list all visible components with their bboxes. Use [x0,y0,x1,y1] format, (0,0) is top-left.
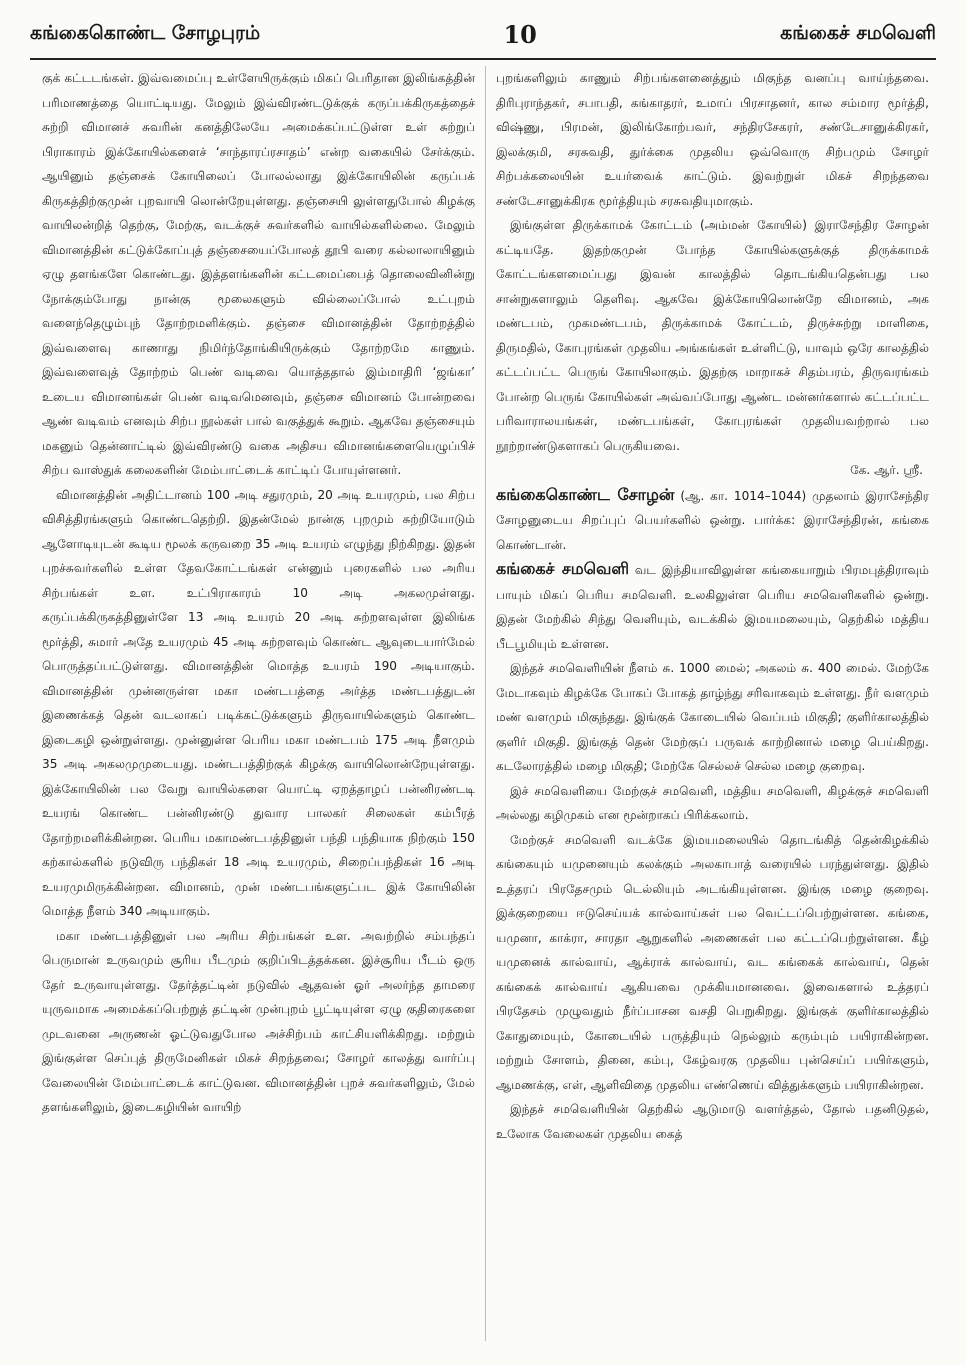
header-rule [30,58,936,60]
entry-heading: கங்கைச் சமவெளி [496,559,630,578]
entry-heading: கங்கைகொண்ட சோழன் [496,484,675,504]
plain-paragraph-3: இச் சமவெளியை மேற்குச் சமவெளி, மத்திய சமவெளி, கிழக்குச் சமவெளி அல்லது கழிமுகம் என மூன்றாகப் பிரிக்கலாம். [496,783,929,822]
page-number: 10 [503,19,537,49]
right-paragraph-1: புறங்களிலும் காணும் சிற்பங்களனைத்தும் மிகுந்த வனப்பு வாய்ந்தவை. திரிபுராந்தகர், சபாபதி, கங்காதரர், உமாப் பிரசாதனர், கால சம்மார மூர்த்தி, விஷ்ணு, பிரமன், இலிங்கோற்பவர், சந்திரசேகரர், சண்டேசானுக்கிரகர், இலக்குமி, சரசுவதி, துர்க்கை முதலிய ஒவ்வொரு சிற்பமும் சோழர் சிற்பக்கலையின் உயர்வைக் காட்டும். இவற்றுள் மிகச் சிறந்தவை சண்டேசானுக்கிரக மூர்த்தியும் சரசுவதியுமாகும். [496,71,929,208]
plain-paragraph-2: இந்தச் சமவெளியின் நீளம் சு. 1000 மைல்; அகலம் சு. 400 மைல். மேற்கே மேடாகவும் கிழக்கே போகப் போகத் தாழ்ந்து சரிவாகவும் உள்ளது. நீர் வளமும் மண் வளமும் மிகுந்தது. இங்குக் கோடையில் வெப்பம் மிகுதி; குளிர்காலத்தில் குளிர் மிகுதி. இங்குத் தென் மேற்குப் பருவக் காற்றினால் மழை பெய்கிறது. கடலோரத்தில் மழை மிகுதி; மேற்கே செல்லச் செல்ல மழை குறைவு. [496,661,929,773]
entry-body: வட இந்தியாவிலுள்ள கங்கையாறும் பிரமபுத்திராவும் பாயும் மிகப் பெரிய சமவெளி. உலகிலுள்ள பெரிய சமவெளிகளில் ஒன்று. இதன் மேற்கில் சிந்து வெளியும், வடக்கில் இமயமலையும், தெற்கில் மத்திய பீடபூமியும் உள்ளன. [496,563,929,651]
header-left-title: கங்கைகொண்ட சோழபுரம் [30,21,261,44]
author-signature: கே. ஆர். ஸ்ரீ. [850,463,923,477]
left-paragraph-2: விமானத்தின் அதிட்டானம் 100 அடி சதுரமும், 20 அடி உயரமும், பல சிற்ப விசித்திரங்களும் கொண்டதெற்றி. இதன்மேல் நான்கு புறமும் சுற்றியோடும் ஆளோடியுடன் கூடிய மூலக் கருவறை 35 அடி உயரம் எழுந்து நிற்கிறது. இதன் புறச்சுவர்களில் உள்ள தேவகோட்டங்கள் என்னும் புரைகளில் பல அரிய சிற்பங்கள் உள. உட்பிராகாரம் 10 அடி அகலமுள்ளது. கருப்பக்கிருகத்தினுள்ளே 13 அடி உயரம் 20 அடி சுற்றளவுள்ள இலிங்க மூர்த்தி, சுமார் அதே உயரமும் 45 அடி சுற்றளவும் கொண்ட ஆவுடையார்மேல் பொருத்தப்பட்டுள்ளது. விமானத்தின் மொத்த உயரம் 190 அடியாகும். விமானத்தின் முன்னருள்ள மகா மண்டபத்தை அர்த்த மண்டபத்துடன் இணைக்கத் தென் வடலாகப் படிக்கட்டுக்களும் திருவாயில்களும் கொண்ட இடைகழி ஒன்றுள்ளது. முன்னுள்ள பெரிய மகா மண்டபம் 175 அடி நீளமும் 35 அடி அகலமுமுடையது. மண்டபத்திற்குக் கிழக்கு வாயிலொன்றேயுள்ளது. இக்கோயிலின் பல வேறு வாயில்களை யொட்டி ஏறத்தாழப் பன்னிரண்டடி உயரங் கொண்ட பன்னிரண்டு துவார பாலகர் சிலைகள் கம்பீரத் தோற்றமளிக்கின்றன. பெரிய மகாமண்டபத்தினுள் பந்தி பந்தியாக நிற்கும் 150 கற்கால்களில் நடுவிரு பந்திகள் 18 அடி உயரமும், சிறைப்பந்திகள் 16 அடி உயரமுமிருக்கின்றன. விமானம், முன் மண்டபங்களுட்பட இக் கோயிலின் மொத்த நீளம் 340 அடியாகும். [42,487,475,918]
plain-paragraph-4: மேற்குச் சமவெளி வடக்கே இமயமலையில் தொடங்கித் தென்கிழக்கில் கங்கையும் யமுனையும் கலக்கும் அலகாபாத் வரையில் பரந்துள்ளது. இதில் உத்தரப் பிரதேசமும் டெல்லியும் அடங்கியுள்ளன. இங்கு மழை குறைவு. இக்குறையை ஈடுசெய்யக் கால்வாய்கள் பல வெட்டப்பெற்றுள்ளன. கங்கை, யமுனா, காக்ரா, சாரதா ஆறுகளில் அணைகள் பல கட்டப்பெற்றுள்ளன. கீழ் யமுனைக் கால்வாய், ஆக்ராக் கால்வாய், வட கங்கைக் கால்வாய், தென் கங்கைக் கால்வாய் ஆகியவை முக்கியமானவை. இவைகளால் உத்தரப் பிரதேசம் முழுவதும் நீர்ப்பாசன வசதி பெறுகிறது. இங்குக் குளிர்காலத்தில் கோதுமையும், கோடையில் பருத்தியும் நெல்லும் கரும்பும் பயிராகின்றன. மற்றும் சோளம், தினை, கம்பு, கேழ்வரகு முதலிய புன்செய்ப் பயிர்களும், ஆமணக்கு, எள், ஆளிவிதை முதலிய எண்ணெய் வித்துக்களும் பயிராகின்றன. [496,832,929,1092]
right-paragraph-2: இங்குள்ள திருக்காமக் கோட்டம் (அம்மன் கோயில்) இராசேந்திர சோழன் கட்டியதே. இதற்குமுன் போந்த கோயில்களுக்குத் திருக்காமக் கோட்டங்களமைப்பது இவன் காலத்தில் தொடங்கியதென்பது பல சான்றுகளாலும் தெளிவு. ஆகவே இக்கோயிலொன்றே விமானம், அக மண்டபம், முகமண்டபம், திருக்காமக் கோட்டம், திருச்சுற்று மாளிகை, திருமதில், கோபுரங்கள் முதலிய அங்கங்கள் உள்ளிட்டு, யாவும் ஒரே காலத்தில் கட்டப்பட்ட பெருங் கோயிலாகும். இதற்கு மாறாகச் சிதம்பரம், திருவரங்கம் போன்ற பெருங் கோயில்கள் அவ்வப்போது ஆண்ட மன்னர்களால் கட்டப்பட்ட பரிவாராலயங்கள், மண்டபங்கள், கோபுரங்கள் முதலியவற்றால் பல நூற்றாண்டுகளாகப் பெருகியவை. [496,218,929,453]
right-column [496,66,929,1346]
entry-body: (ஆ. கா. 1014–1044) முதலாம் இராசேந்திர சோழனுடைய சிறப்புப் பெயர்களில் ஒன்று. பார்க்க: இராசேந்திரன், கங்கை கொண்டான். [496,488,929,552]
plain-paragraph-5: இந்தச் சமவெளியின் தெற்கில் ஆடுமாடு வளர்த்தல், தோல் பதனிடுதல், உலோக வேலைகள் முதலிய கைத் [496,1102,929,1141]
header-right-title: கங்கைச் சமவெளி [780,21,936,44]
entry-gangetic-plain [496,557,929,656]
column-divider [485,66,486,1341]
running-header [30,14,936,54]
entry-kangaikonda-cholan [496,483,929,558]
left-paragraph-1: குக் கட்டடங்கள். இவ்வமைப்பு உள்ளேயிருக்கும் மிகப் பெரிதான இலிங்கத்தின் பரிமாணத்தை யொட்டியது. மேலும் இவ்விரண்டடுக்குக் கருப்பக்கிருகத்தைச் சுற்றி விமானச் சுவரின் கனத்திலேயே அமைக்கப்பட்டுள்ள உள் சுற்றுப் பிராகாரம் இக்கோயில்களைச் ‘சாந்தாரப்ரசாதம்’ என்ற வகையில் சேர்க்கும். ஆயினும் தஞ்சைக் கோயிலைப் போலல்லாது இக்கோயிலின் கருப்பக் கிருகத்திற்குமுன் புறவாயி லொன்றேயுள்ளது. தஞ்சையி லுள்ளதுபோல் கிழக்கு வாயிலன்றித் தெற்கு, மேற்கு, வடக்குச் சுவர்களில் வாயில்களில்லை. மேலும் விமானத்தின் கட்டுக்கோப்புத் தஞ்சையைப்போலத் தூபி வரை கல்லாலாயினும் ஏழு தளங்களே கொண்டது. இத்தளங்களின் கட்டமைப்பைத் தொலைவினின்று நோக்கும்போது நான்கு மூலைகளும் வில்லைப்போல் உட்புறம் வளைந்தெழும்புந் தோற்றமளிக்கும். தஞ்சை விமானத்தின் தோற்றத்தில் இவ்வளைவு காணாது நிமிர்ந்தோங்கியிருக்கும் தோற்றமே காணும். இவ்வளைவுத் தோற்றம் பெண் வடிவை யொத்ததால் இம்மாதிரி ‘ஜங்கா’ உடைய விமானங்கள் பெண் வடிவமெனவும், தஞ்சை விமானம் போன்றவை ஆண் வடிவம் எனவும் சிற்ப நூல்கள் பால் வகுத்துக் கூறும். ஆகவே தஞ்சையும் மகனும் தென்னாட்டில் இவ்விரண்டு வகை அதிசய விமானங்களையெழுப்பிச் சிற்ப வாஸ்துக் கலைகளின் மேம்பாட்டைக் காட்டிப் போயுள்ளனர். [42,71,475,477]
left-column [42,66,475,1346]
left-paragraph-3: மகா மண்டபத்தினுள் பல அரிய சிற்பங்கள் உள. அவற்றில் சம்பந்தப் பெருமான் உருவமும் சூரிய பீடமும் குறிப்பிடத்தக்கன. இச்சூரிய பீடம் ஒரு தேர் உருவாயுள்ளது. தேர்த்தட்டின் நடுவில் ஆதவன் ஓர் அலர்ந்த தாமரை யுருவமாக அமைக்கப்பெற்றுத் தட்டின் முன்புறம் பூட்டியுள்ள ஏழு குதிரைகளை முடவனை அருணன் ஓட்டுவதுபோல அச்சிற்பம் காட்சியளிக்கிறது. மற்றும் இங்குள்ள செப்புத் திருமேனிகள் மிகச் சிறந்தவை; சோழர் காலத்து வார்ப்பு வேலையின் மேம்பாட்டைக் காட்டுவன. விமானத்தின் புறச் சுவர்களிலும், மேல் தளங்களிலும், இடைகழியின் வாயிற் [42,928,475,1114]
